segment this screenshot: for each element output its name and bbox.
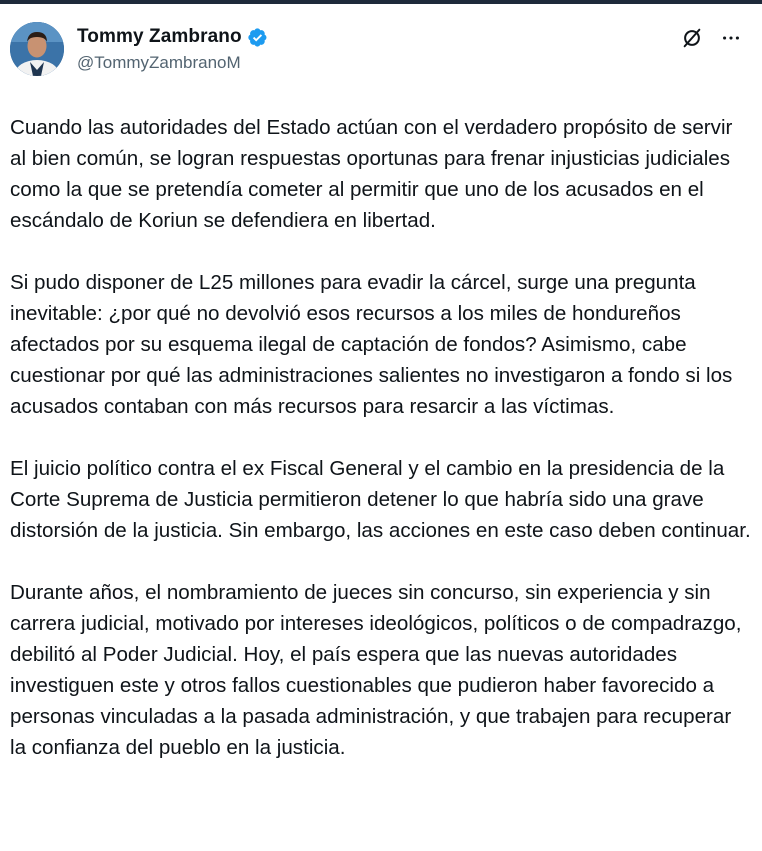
header-actions (680, 26, 744, 50)
handle[interactable]: @TommyZambranoM (77, 53, 241, 72)
display-name[interactable]: Tommy Zambrano (77, 26, 242, 47)
display-name-row (77, 24, 268, 50)
grok-icon[interactable] (680, 26, 704, 50)
author-names (77, 24, 268, 73)
tweet-paragraph-4: Durante años, el nombramiento de jueces sin concurso, sin experiencia y sin carrera judicial, motivado por intereses ideológicos, políticos o de compadrazgo, debilitó al Poder Judicial. Hoy, el país espera que las nuevas autoridades investiguen este y otros fallos cuestionables que pudieron haber favorecido a personas vinculadas a la pasada administración, y que trabajen para recuperar la confianza del pueblo en la justicia. (10, 581, 742, 759)
tweet-text (10, 112, 752, 763)
avatar[interactable] (10, 22, 64, 76)
tweet-card (0, 4, 762, 851)
tweet-header (10, 22, 752, 80)
more-icon[interactable] (718, 26, 744, 50)
verified-badge-icon[interactable] (247, 27, 268, 48)
tweet-paragraph-2: Si pudo disponer de L25 millones para evadir la cárcel, surge una pregunta inevitable: ¿por qué no devolvió esos recursos a los miles de hondureños afectados por su esquema ilegal de captación de fondos? Asimismo, cabe cuestionar por qué las administraciones salientes no investigaron a fondo si los acusados contaban con más recursos para resarcir a las víctimas. (10, 271, 733, 418)
tweet-paragraph-1: Cuando las autoridades del Estado actúan con el verdadero propósito de servir al bien común, se logran respuestas oportunas para frenar injusticias judiciales como la que se pretendía cometer al permitir que uno de los acusados en el escándalo de Koriun se defendiera en libertad. (10, 116, 733, 232)
tweet-paragraph-3: El juicio político contra el ex Fiscal General y el cambio en la presidencia de la Corte Suprema de Justicia permitieron detener lo que habría sido una grave distorsión de la justicia. Sin embargo, las acciones en este caso deben continuar. (10, 457, 751, 542)
